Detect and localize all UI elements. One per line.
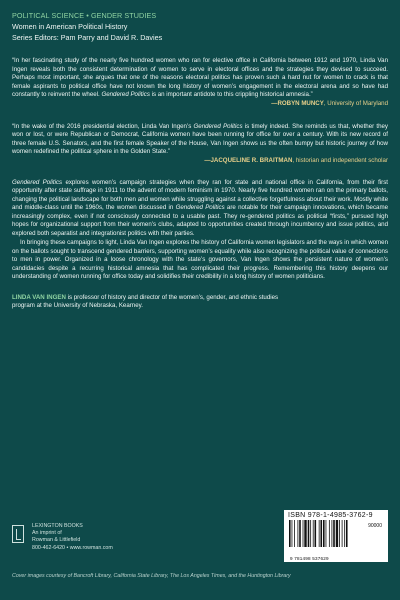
barcode-digits: 9 781498 537629 (290, 556, 329, 561)
publisher-parent: Rowman & Littlefield (32, 537, 81, 544)
quote-2-affiliation: , historian and independent scholar (292, 156, 388, 164)
quote-2-author: —JACQUELINE R. BRAITMAN (204, 156, 293, 164)
description-p1-text-a: explores women’s campaign strategies when they ran for state and national office in California, from their first opportunity after state suffrage in 1911 to the advent of modern feminism in 1970. Nearly five hundred women ran on the primary ballots, changing the political landscape for both men and women while struggling against a collective forgetfulness about their work. Mostly white and middle-class until the 1960s, the women discussed in (12, 178, 388, 212)
quote-1-book-title: Gendered Politics (101, 91, 150, 99)
quote-1-author: —ROBYN MUNCY (271, 99, 324, 107)
barcode-icon (288, 519, 368, 549)
description-paragraph-2: In bringing these campaigns to light, Linda Van Ingen explores the history of California women legislators and the ways in which women on the ballots sought to transcend gendered barriers, supporting women’s equality while also recognizing the political value of connections to men in power. Organized in a loose chronology with the state’s governors, Van Ingen shows the persistent nature of women’s candidacies despite a recurring historical amnesia that has complicated their progress. Remembering this history deepens our understanding of women running for office today and solidifies their credibility in a long history of women politicians. (12, 239, 388, 281)
endorsement-quote-2 (12, 123, 388, 157)
quote-2-text-a: “In the wake of the 2016 presidential election, Linda Van Ingen’s (12, 122, 194, 130)
quote-1-attribution (12, 100, 388, 109)
category-label: POLITICAL SCIENCE • GENDER STUDIES (12, 11, 157, 20)
description-book-title-2: Gendered Politics (175, 204, 225, 212)
price-code: 90000 (368, 523, 382, 529)
publisher-logo-icon (12, 525, 24, 543)
quote-2-text-b: is timely indeed. She reminds us that, whether they won or lost, or were Republican or Democrat, California women have been running for office for over a century. With its new record of three female U.S. Senators, and the first female Speaker of the House, Van Ingen shows us the often bumpy but historic journey of how women redefined the political sphere in the Golden State.” (12, 122, 389, 156)
publisher-block (12, 523, 113, 552)
description-p1-text-b: are notable for their campaign innovations, which became increasingly complex, even if not consciously connected to a usable past. They re-gendered politics as political “firsts,” pursued high hopes for organizational support from their women’s clubs, adapted to opportunities created through incumbency and issue politics, and explored both separatist and integrationist politics with their parties. (12, 204, 388, 237)
cover-image-credits: Cover images courtesy of Bancroft Library, California State Library, The Los Angeles Times, and the Huntington Library (12, 573, 291, 579)
publisher-contact: 800-462-6420 • www.rowman.com (32, 544, 113, 551)
description-book-title: Gendered Politics (12, 178, 63, 186)
quote-1-text-b: is an important antidote to this crippling historical amnesia.” (149, 91, 313, 99)
isbn-label: ISBN 978-1-4985-3762-9 (288, 512, 373, 519)
author-bio (12, 294, 282, 311)
barcode-box (284, 510, 388, 562)
author-name: LINDA VAN INGEN (12, 293, 66, 301)
endorsement-quote-1 (12, 57, 388, 100)
series-header (12, 10, 388, 43)
series-title: Women in American Political History (12, 22, 128, 31)
publisher-info (32, 523, 113, 552)
publisher-imprint: An imprint of (32, 530, 62, 537)
quote-2-attribution (12, 157, 388, 166)
series-editors: Series Editors: Pam Parry and David R. Davies (12, 33, 163, 42)
book-description (12, 179, 388, 282)
quote-2-book-title: Gendered Politics (193, 122, 243, 130)
description-paragraph-1 (12, 179, 388, 239)
publisher-name: LEXINGTON BOOKS (32, 523, 83, 529)
quote-1-affiliation: , University of Maryland (323, 99, 388, 107)
author-bio-text: is professor of history and director of the women’s, gender, and ethnic studies program at the University of Nebraska, Kearney. (12, 293, 279, 310)
quote-1-text-a: “In her fascinating study of the nearly five hundred women who ran for elective office in California between 1912 and 1970, Linda Van Ingen reveals both the consistent determination of women to serve in electoral offices and the strategies they devised to succeed. Perhaps most important, she argues that one of the reasons electoral politics has proven such a hard nut for women to crack is that female aspirants to political office have not known the long history of women’s engagement in the electoral arena and so have had constantly to reinvent the wheel. (12, 57, 388, 99)
